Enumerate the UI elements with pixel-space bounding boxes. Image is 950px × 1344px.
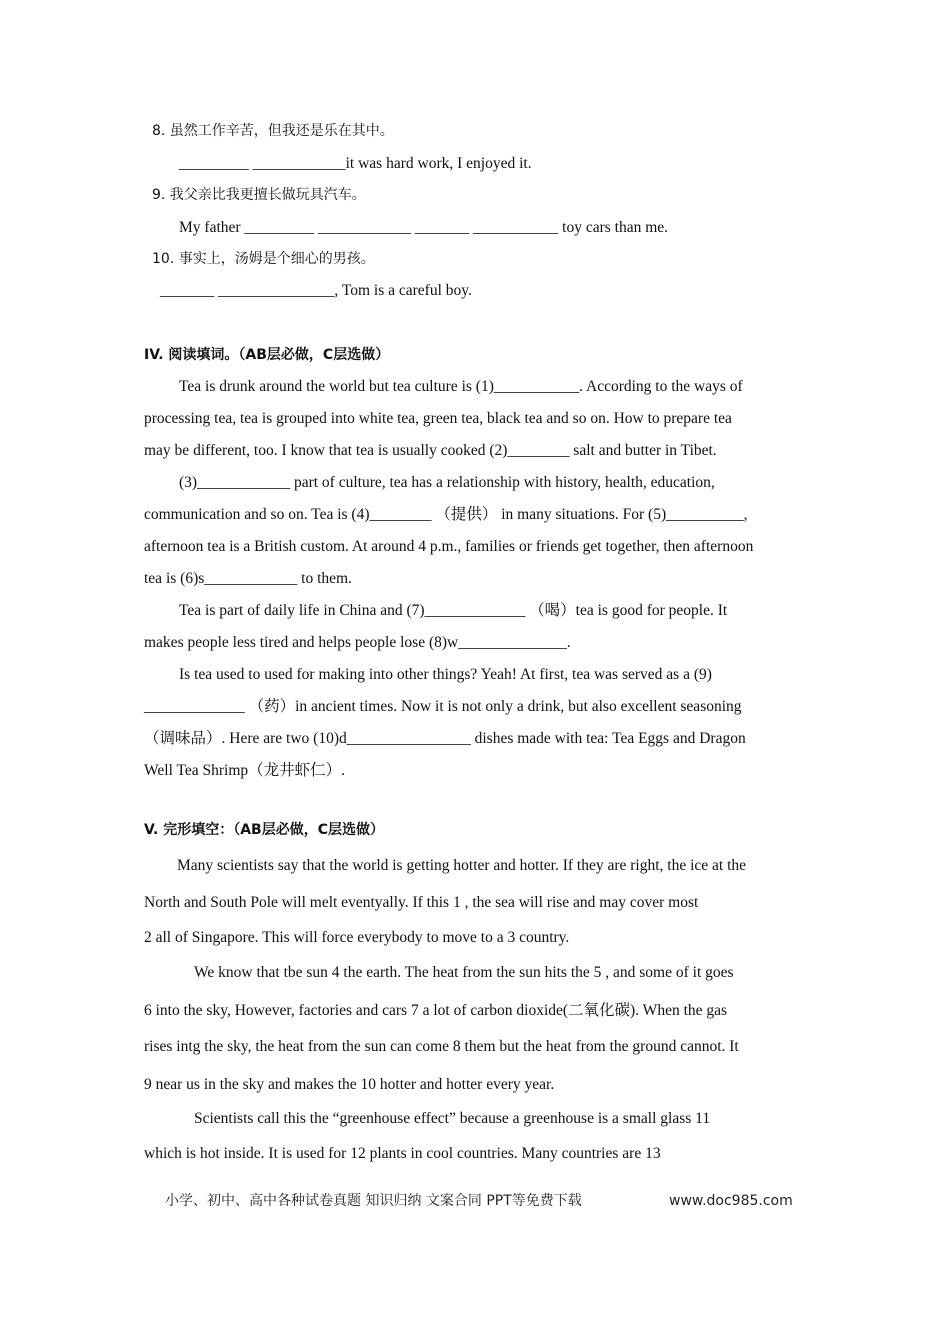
section4-line: _____________ （药）in ancient times. Now it is not only a drink, but also excellent seasoning [144, 698, 742, 715]
q9-prompt: 9. 我父亲比我更擅长做玩具汽车。 [152, 187, 366, 203]
footer-url[interactable]: www.doc985.com [669, 1193, 793, 1209]
q10-answer-line: _______ _______________, Tom is a careful boy. [160, 282, 472, 299]
section4-line: (3)____________ part of culture, tea has a relationship with history, health, education, [179, 474, 715, 491]
section5-line: Many scientists say that the world is getting hotter and hotter. If they are right, the ice at the [177, 857, 747, 874]
section5-line: 2 all of Singapore. This will force everybody to move to a 3 country. [144, 929, 570, 946]
section4-line: processing tea, tea is grouped into white tea, green tea, black tea and so on. How to prepare tea [144, 410, 732, 427]
q8-prompt: 8. 虽然工作辛苦，但我还是乐在其中。 [152, 123, 394, 139]
section5-line: We know that tbe sun 4 the earth. The heat from the sun hits the 5 , and some of it goes [194, 964, 734, 981]
section4-line: Tea is part of daily life in China and (7)_____________ （喝）tea is good for people. It [179, 602, 728, 619]
section4-heading: IV. 阅读填词。（AB层必做，C层选做） [144, 347, 390, 363]
section5-line: which is hot inside. It is used for 12 plants in cool countries. Many countries are 13 [144, 1145, 661, 1162]
section4-line: Well Tea Shrimp（龙井虾仁）. [144, 762, 346, 779]
section5-line: 6 into the sky, However, factories and cars 7 a lot of carbon dioxide(二氧化碳). When the gas [144, 1002, 728, 1019]
section4-line: communication and so on. Tea is (4)________ （提供） in many situations. For (5)__________, [144, 506, 748, 523]
section5-line: Scientists call this the “greenhouse effect” because a greenhouse is a small glass 11 [194, 1110, 711, 1127]
q8-answer-line: _________ ____________it was hard work, I enjoyed it. [179, 155, 532, 172]
section5-line: North and South Pole will melt eventyally. If this 1 , the sea will rise and may cover most [144, 894, 699, 911]
section5-line: 9 near us in the sky and makes the 10 hotter and hotter every year. [144, 1076, 555, 1093]
section4-line: tea is (6)s____________ to them. [144, 570, 352, 587]
section4-line: Is tea used to used for making into other things? Yeah! At first, tea was served as a (9) [179, 666, 712, 683]
section4-line: （调味品）. Here are two (10)d________________ dishes made with tea: Tea Eggs and Dragon [144, 730, 746, 747]
q10-prompt: 10. 事实上，汤姆是个细心的男孩。 [152, 251, 375, 267]
section5-heading: V. 完形填空：（AB层必做，C层选做） [144, 822, 385, 838]
section5-line: rises intg the sky, the heat from the sun can come 8 them but the heat from the ground cannot. It [144, 1038, 739, 1055]
section4-line: Tea is drunk around the world but tea culture is (1)___________. According to the ways of [179, 378, 743, 395]
section4-line: afternoon tea is a British custom. At around 4 p.m., families or friends get together, then afternoon [144, 538, 754, 555]
footer-text: 小学、初中、高中各种试卷真题 知识归纳 文案合同 PPT等免费下载 [165, 1193, 582, 1209]
section4-line: may be different, too. I know that tea is usually cooked (2)________ salt and butter in Tibet. [144, 442, 717, 459]
q9-answer-line: My father _________ ____________ _______ ___________ toy cars than me. [179, 219, 669, 236]
section4-line: makes people less tired and helps people lose (8)w______________. [144, 634, 571, 651]
